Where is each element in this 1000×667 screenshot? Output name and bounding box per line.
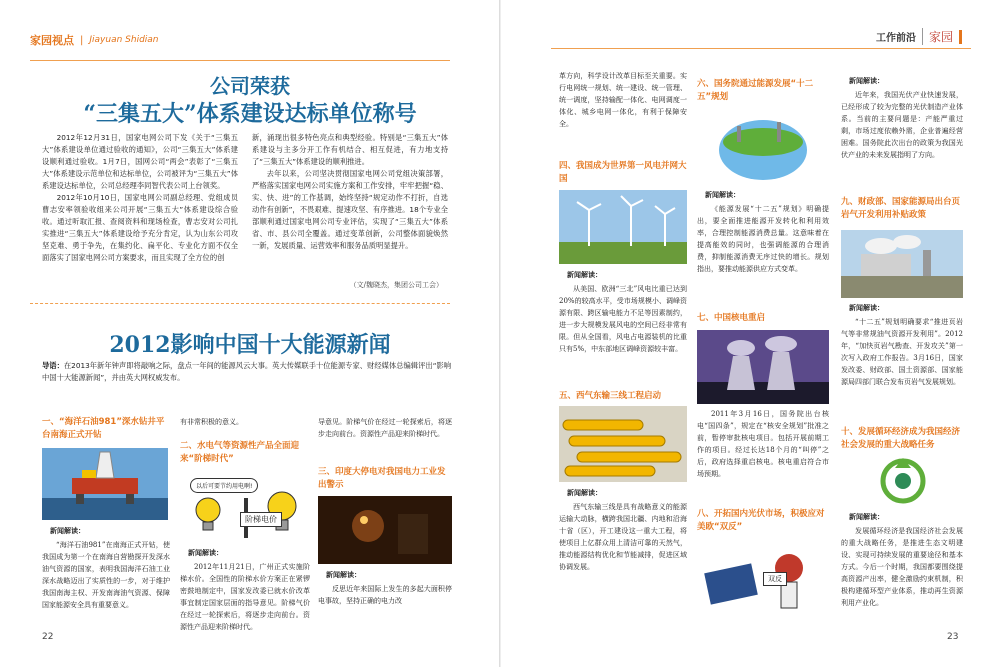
section-title: 家园视点 bbox=[30, 34, 74, 47]
news-interp-label: 新闻解读： bbox=[849, 513, 884, 521]
article-paragraph: 新，涌现出很多特色亮点和典型经验。特别是“三集五大”体系建设与主多分开工作有机结合、相互促进，有力地支持了“三集五大”体系建设的顺利推进。 bbox=[252, 133, 448, 166]
wind-farm-photo bbox=[559, 190, 687, 264]
section-seal: 家园 bbox=[922, 28, 953, 45]
page-number-right: 23 bbox=[947, 632, 959, 642]
intro-text: 在2013年新年钟声即将敲响之际，盘点一年间的能源风云大事。英大传媒联手十位能源专家、财经媒体总编辑评出“影响中国十大能源新闻”，并由英大网权威发布。 bbox=[42, 361, 452, 382]
news-interp-label: 新闻解读： bbox=[849, 304, 884, 312]
news-item-4-body: 从美国、欧洲“三北”风电比重已达到20%的较高水平，受市场规模小、调峰资源有限、跨区输电能力不足等因素制约，进一步大规模发展风电的空间已经非常有限。但从全国看，风电占电源装机的比重只有5%，中东部地区调峰资源较丰富。 bbox=[559, 285, 687, 353]
news-item-2-body: 2012年11月21日，广州正式实施阶梯水价。全国性的阶梯水价方案正在紧锣密鼓地制定中，国家发改委已就水价改革事宜制定国家层面的指导意见。阶梯气价在经过一轮探索后，将逐步走向前台。资源性产品迎来阶梯时代。 bbox=[180, 563, 310, 631]
oil-rig-photo bbox=[42, 448, 168, 520]
news-item-7-head: 七、中国核电重启 bbox=[697, 313, 766, 323]
article-title-line1: 公司荣获 bbox=[210, 74, 290, 98]
header-mark bbox=[959, 30, 962, 44]
news-item-1-body: “海洋石油981”在南海正式开钻，使我国成为第一个在南海自营勘探开发深水油气资源的国家，表明我国海洋石油工业深水战略迈出了实质性的一步，对于维护我国南海主权、开发南海油气资源、保障国家能源安全具有重要意义。 bbox=[42, 541, 170, 609]
india-blackout-photo bbox=[318, 496, 452, 564]
news-interp-label: 新闻解读： bbox=[50, 527, 85, 535]
news-interp-label: 新闻解读： bbox=[705, 191, 740, 199]
news-item-9-body: “十二五”规划明确要求“推进页岩气等非常规油气资源开发利用”。2012年，“加快页岩气勘查、开发攻关”第一次写入政府工作报告。3月16日，国家发改委、财政部、国土资源部、国家能源局四部门联合发布页岩气发展规划。 bbox=[841, 318, 963, 386]
news-interp-label: 新闻解读： bbox=[567, 489, 602, 497]
article-column-2 bbox=[252, 132, 448, 252]
news-item-10-head: 十、发展循环经济成为我国经济社会发展的重大战略任务 bbox=[841, 427, 961, 450]
article-paragraph: 2012年12月31日，国家电网公司下发《关于“三集五大”体系建设单位通过验收的通知》，公司“三集五大”体系建设顺利通过验收。1月7日，国网公司“两会”表彰了“三集五大”体系建设示范单位和达标单位，公司被评为“三集五大”体系建设达标单位，公司总经理李同智代表公司上台领奖。 bbox=[42, 133, 238, 190]
news-item-3-head: 三、印度大停电对我国电力工业发出警示 bbox=[318, 467, 446, 490]
shale-gas-photo bbox=[841, 230, 963, 298]
section-tab: 工作前沿 bbox=[875, 33, 916, 44]
news-item-7-body: 2011年3月16日，国务院出台核电“国四条”，规定在“核安全规划”批准之前，暂停审批核电项目。包括开展前期工作的项目。经过长达18个月的“叫停”之后，政府选择重启核电。核电重启符合市场预期。 bbox=[697, 410, 829, 478]
news-item-1-tail: 有非常积极的意义。 bbox=[180, 418, 243, 426]
news-intro bbox=[42, 360, 452, 384]
news-item-10-body: 发展循环经济是我国经济社会发展的重大战略任务，是推进生态文明建设、实现可持续发展的重要途径和基本方式。今后一个时期，我国都要围绕提高资源产出率，健全激励约束机制，积极构建循环型产业体系，推动再生资源利用产业化。 bbox=[841, 527, 963, 607]
news-item-5-body: 西气东输三线是具有战略意义的能源运输大动脉，横跨我国北疆、内地和沿海十省（区），开工建设这一重大工程，将使项目上亿群众用上清洁可靠的天然气，推动能源结构优化和节能减排，促进区域协调发展。 bbox=[559, 503, 687, 571]
news-item-3-continued: 革方向，科学设计改革目标至关重要。实行电网统一规划、统一建设、统一管理、统一调度，坚持输配一体化、电网调度一体化、城乡电网一体化，有利于保障安全。 bbox=[559, 72, 687, 128]
news-item-6-body: 《能源发展“十二五”规划》明确提出，要全面推进能源开发转化和利用效率，合理控制能源消费总量。这意味着在提高能效的同时，也强调能源的合理消费，抑制能源消费无序过快的增长。规划指出，要推动能源供应方式变革。 bbox=[697, 205, 829, 273]
news-item-1-head: 一、“海洋石油981”深水钻井平台南海正式开钻 bbox=[42, 417, 165, 440]
news-interp-label: 新闻解读： bbox=[849, 77, 884, 85]
page-number-left: 22 bbox=[42, 632, 54, 642]
article-author: （文/魏晓杰，集团公司工会） bbox=[349, 281, 443, 289]
news-interp-label: 新闻解读： bbox=[326, 571, 361, 579]
cartoon-bubble: 以后可要节约用电啊! bbox=[190, 478, 258, 493]
news-title: 2012影响中国十大能源新闻 bbox=[109, 332, 391, 358]
nuclear-plant-photo bbox=[697, 330, 829, 404]
news-item-5-head: 五、西气东输三线工程启动 bbox=[559, 391, 662, 401]
news-item-3-body: 反思近年来国际上发生的多起大面积停电事故，坚持正确的电力改 bbox=[318, 585, 452, 605]
cartoon-sign: 阶梯电价 bbox=[240, 512, 282, 527]
recycling-icons bbox=[853, 456, 953, 506]
article-paragraph: 2012年10月10日，国家电网公司副总经理、党组成员曹志安率领验收组来公司开展“三集五大”体系建设综合验收。通过听取汇报、查阅资料和现场检查，曹志安对公司扎实推进“三集五大”体系建设给予充分肯定，认为山东公司攻坚克难、勇于争先，在集约化、扁平化、专业化方面不仅全面落实了国家电网公司方案要求，而且实现了全方位的创 bbox=[42, 193, 238, 262]
page-right bbox=[500, 0, 1000, 667]
news-item-6-head: 六、国务院通过能源发展“十二五”规划 bbox=[697, 79, 814, 102]
news-item-9-head: 九、财政部、国家能源局出台页岩气开发利用补贴政策 bbox=[841, 197, 961, 220]
cartoon-label: 双反 bbox=[763, 572, 787, 586]
news-interp-label: 新闻解读： bbox=[567, 271, 602, 279]
news-item-4-head: 四、我国成为世界第一风电并网大国 bbox=[559, 161, 687, 184]
header-separator: | bbox=[80, 34, 84, 46]
green-earth-photo bbox=[697, 108, 829, 184]
news-item-3-intro: 导意见。阶梯气价在经过一轮探索后，将逐步走向前台。资源性产品迎来阶梯时代。 bbox=[318, 418, 452, 438]
article-paragraph: 去年以来，公司坚决贯彻国家电网公司党组决策部署，严格落实国家电网公司实施方案和工作安排，牢牢把握“稳、实、快、进”的工作基调，始终坚持“规定动作不打折，自选动作有创新”，不畏艰难、提速攻坚、有序推进。18个专业全部顺利通过国家电网公司专业评估，实现了“三集五大”体系省、市、县公司全覆盖。通过变革创新，公司整体面貌焕然一新，发展质量、运营效率和服务品质明显提升。 bbox=[252, 169, 448, 250]
gas-pipeline-photo bbox=[559, 406, 687, 482]
header-rule bbox=[551, 48, 971, 49]
page-header-right bbox=[876, 28, 962, 45]
section-title-en: Jiayuan Shidian bbox=[89, 35, 159, 45]
section-divider bbox=[30, 303, 450, 304]
intro-lead: 导语： bbox=[42, 361, 64, 370]
article-title-line2: “三集五大”体系建设达标单位称号 bbox=[83, 101, 417, 127]
news-item-8-body: 近年来，我国光伏产业快速发展，已经形成了较为完整的光伏制造产业体系。当前的主要问题是：产能严重过剩，市场过度依赖外需，企业普遍经营困难。国务院此次出台的政策为我国光伏产业的未来发展指明了方向。 bbox=[841, 91, 963, 159]
article-column-1 bbox=[42, 132, 238, 264]
page-header-left bbox=[30, 30, 159, 50]
header-rule bbox=[30, 60, 450, 61]
news-interp-label: 新闻解读： bbox=[188, 549, 223, 557]
news-item-2-head: 二、水电气等资源性产品全面迎来“阶梯时代” bbox=[180, 441, 300, 464]
news-item-8-head: 八、开拓国内光伏市场，积极应对美欧“双反” bbox=[697, 509, 825, 532]
